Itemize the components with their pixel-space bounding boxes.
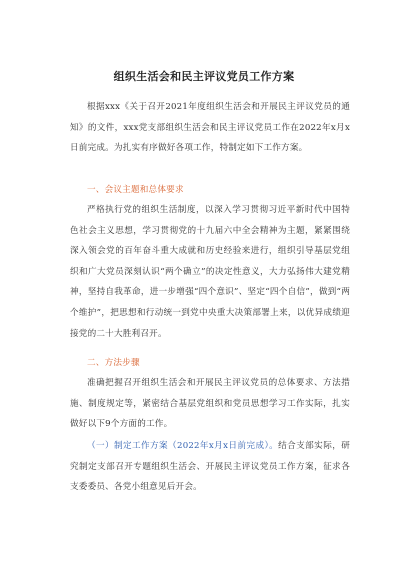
subsection-1-heading: （一）制定工作方案（2022年x月x日前完成）。 (87, 441, 279, 451)
section-2-heading: 二、方法步骤 (87, 358, 140, 368)
subsection-1-body: 结合支部实际，研究制定支部召开专题组织生活会、开展民主评议党员工作方案，征求各支委委员、各党小组意见后开会。 (70, 441, 350, 493)
subsection-1-paragraph (70, 436, 350, 498)
section-1-paragraph: 严格执行党的组织生活制度，以深入学习贯彻习近平新时代中国特色社会主义思想，学习贯彻党的十九届六中全会精神为主题，紧紧围绕深入领会党的百年奋斗重大成就和历史经验来进行，组织引导基层党组织和广大党员深刻认识“两个确立”的决定性意义，大力弘扬伟大建党精神，坚持自我革命，进一步增强“四个意识”、坚定“四个自信”，做到“两个维护”，把思想和行动统一到党中央重大决策部署上来，以优异成绩迎接党的二十大胜利召开。 (70, 205, 350, 339)
section-1-heading: 一、会议主题和总体要求 (87, 185, 184, 195)
intro-paragraph: 根据xxx《关于召开2021年度组织生活会和开展民主评议党员的通知》的文件，xxx党支部组织生活会和民主评议党员工作在2022年x月x日前完成。为扎实有序做好各项工作，特制定如下工作方案。 (70, 102, 350, 154)
section-2-paragraph: 准确把握召开组织生活会和开展民主评议党员的总体要求、方法措施、制度规定等，紧密结合基层党组织和党员思想学习工作实际，扎实做好以下9个方面的工作。 (70, 378, 350, 430)
document-title: 组织生活会和民主评议党员工作方案 (113, 70, 295, 83)
